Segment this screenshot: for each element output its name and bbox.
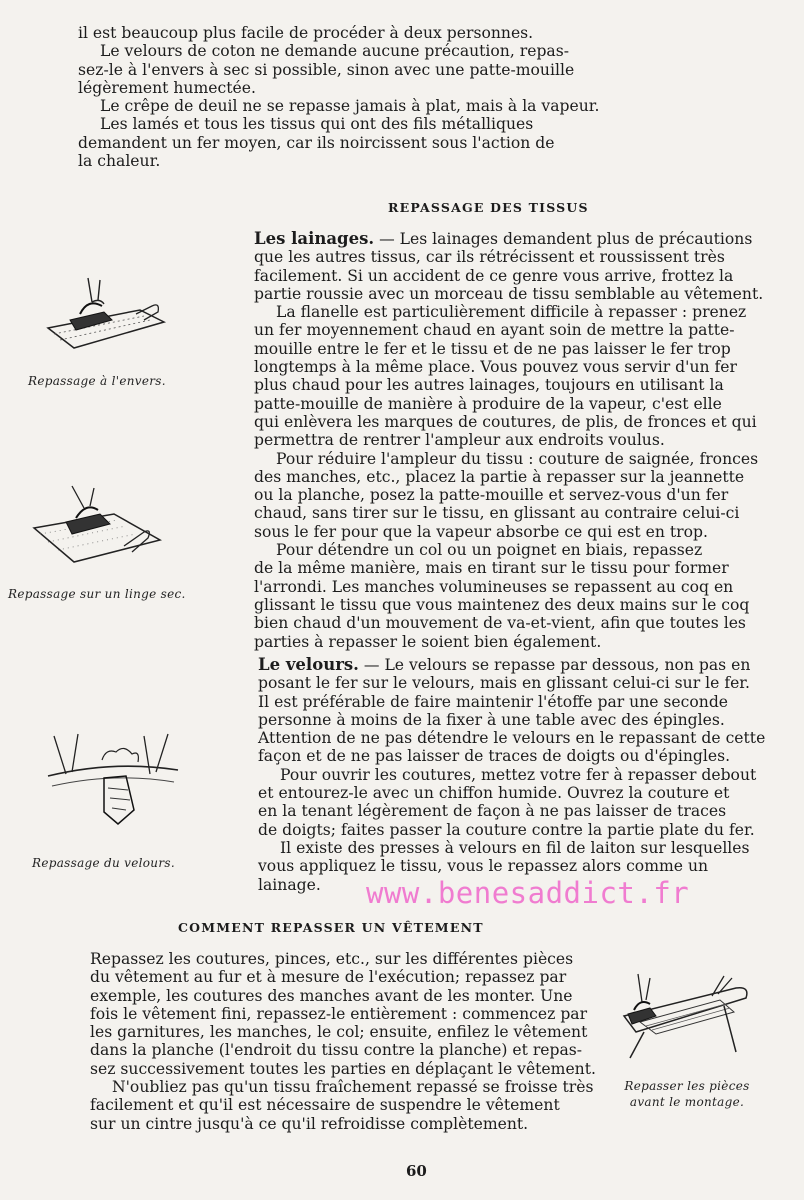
text-line: la chaleur. [78,152,161,171]
caption-velours: Repassage du velours. [32,856,175,870]
section-title: COMMENT REPASSER UN VÊTEMENT [178,920,484,935]
text-line: sur un cintre jusqu'à ce qu'il refroidisse complètement. [90,1114,529,1133]
iron-icon [40,276,170,358]
text-line: Le crêpe de deuil ne se repasse jamais à plat, mais à la vapeur. [100,97,600,116]
caption-line: avant le montage. [629,1095,745,1109]
iron-icon [28,484,168,570]
ironing-pieces-illustration [616,970,756,1060]
page-number: 60 [406,1162,427,1180]
velours-paragraphs [258,656,765,894]
text-line: Pour réduire l'ampleur du tissu : couture de saignée, fronces [276,449,759,468]
text-line: des manches, etc., placez la partie à repasser sur la jeannette [254,467,745,486]
ironing-velours-illustration [44,730,184,830]
text-line: les garnitures, les manches, le col; ensuite, enfilez le vêtement [90,1023,588,1042]
vetement-paragraphs [90,950,596,1133]
text-line: posant le fer sur le velours, mais en glissant celui-ci sur le fer. [258,674,751,693]
text-line: demandent un fer moyen, car ils noircissent sous l'action de [78,133,555,152]
text-line: Attention de ne pas détendre le velours en le repassant de cette [258,729,766,748]
text-line: et entourez-le avec un chiffon humide. Ouvrez la couture et [258,784,730,803]
text-line: exemple, les coutures des manches avant de les monter. Une [90,986,573,1005]
text-line: plus chaud pour les autres lainages, toujours en utilisant la [254,376,724,395]
text-line: facilement et qu'il est nécessaire de suspendre le vêtement [90,1096,560,1115]
text-line: sez successivement toutes les parties en déplaçant le vêtement. [90,1059,596,1078]
text-line: Il est préférable de faire maintenir l'étoffe par une seconde [258,692,729,711]
text-line [254,230,763,248]
text-line: Les lamés et tous les tissus qui ont des fils métalliques [100,115,534,134]
text-line: N'oubliez pas qu'un tissu fraîchement repassé se froisse très [112,1078,594,1097]
lainages-paragraphs [254,230,763,651]
text-line: sez-le à l'envers à sec si possible, sinon avec une patte-mouille [78,60,575,79]
text-line: personne à moins de la fixer à une table avec des épingles. [258,710,725,729]
text-line: longtemps à la même place. Vous pouvez vous servir d'un fer [254,358,737,377]
velours-heading: Le velours. [258,655,359,674]
text-span: — Le velours se repasse par dessous, non pas en [363,656,751,674]
text-line: façon et de ne pas laisser de traces de doigts ou d'épingles. [258,747,731,766]
ironing-linge-illustration [28,484,168,570]
text-line: mouille entre le fer et le tissu et de ne pas laisser le fer trop [254,339,731,358]
text-line: l'arrondi. Les manches volumineuses se repassent au coq en [254,577,734,596]
text-line [258,656,765,674]
text-line: La flanelle est particulièrement difficile à repasser : prenez [276,303,747,322]
text-line: chaud, sans tirer sur le tissu, en glissant au contraire celui-ci [254,504,740,523]
text-line: partie roussie avec un morceau de tissu semblable au vêtement. [254,284,764,303]
caption-pieces [618,1078,756,1110]
text-span: — Les lainages demandent plus de précautions [379,230,753,248]
text-line: de doigts; faites passer la couture contre la partie plate du fer. [258,820,755,839]
text-line: permettra de rentrer l'ampleur aux endroits voulus. [254,431,665,450]
text-line: il est beaucoup plus facile de procéder à deux personnes. [78,24,534,42]
text-line: un fer moyennement chaud en ayant soin de mettre la patte- [254,321,735,340]
text-line: sous le fer pour que la vapeur absorbe ce qui est en trop. [254,522,708,541]
caption-linge: Repassage sur un linge sec. [8,587,186,601]
text-line: ou la planche, posez la patte-mouille et servez-vous d'un fer [254,486,729,505]
intro-paragraph [78,24,600,170]
text-line: patte-mouille de manière à produire de la vapeur, c'est elle [254,394,722,413]
text-line: en la tenant légèrement de façon à ne pas laisser de traces [258,802,727,821]
text-line: de la même manière, mais en tirant sur le tissu pour former [254,559,729,578]
text-line: Pour détendre un col ou un poignet en biais, repassez [276,541,703,560]
text-line: légèrement humectée. [78,78,256,97]
watermark-url: www.benesaddict.fr [366,876,690,910]
text-line: dans la planche (l'endroit du tissu contre la planche) et repas- [90,1041,583,1060]
text-line: du vêtement au fur et à mesure de l'exécution; repassez par [90,968,567,987]
iron-icon [616,970,756,1060]
text-line: parties à repasser le soient bien également. [254,632,602,651]
text-line: Pour ouvrir les coutures, mettez votre fer à repasser debout [280,765,757,784]
text-line: Repassez les coutures, pinces, etc., sur les différentes pièces [90,950,574,968]
text-line: lainage. [258,875,321,894]
text-line: fois le vêtement fini, repassez-le entièrement : commencez par [90,1004,588,1023]
lainages-heading: Les lainages. [254,229,375,248]
text-line: que les autres tissus, car ils rétrécissent et roussissent très [254,248,725,267]
section-title: REPASSAGE DES TISSUS [388,200,589,215]
text-line: qui enlèvera les marques de coutures, de plis, de fronces et qui [254,412,757,431]
text-line: vous appliquez le tissu, vous le repassez alors comme un [258,857,709,876]
ironing-envers-illustration [40,276,170,358]
text-line: Il existe des presses à velours en fil de laiton sur lesquelles [280,838,750,857]
caption-line: Repasser les pièces [624,1079,750,1093]
caption-envers: Repassage à l'envers. [28,374,166,388]
text-line: Le velours de coton ne demande aucune précaution, repas- [100,42,570,61]
iron-icon [44,730,184,830]
text-line: bien chaud d'un mouvement de va-et-vient, afin que toutes les [254,614,746,633]
text-line: facilement. Si un accident de ce genre vous arrive, frottez la [254,266,734,285]
text-line: glissant le tissu que vous maintenez des deux mains sur le coq [254,595,750,614]
